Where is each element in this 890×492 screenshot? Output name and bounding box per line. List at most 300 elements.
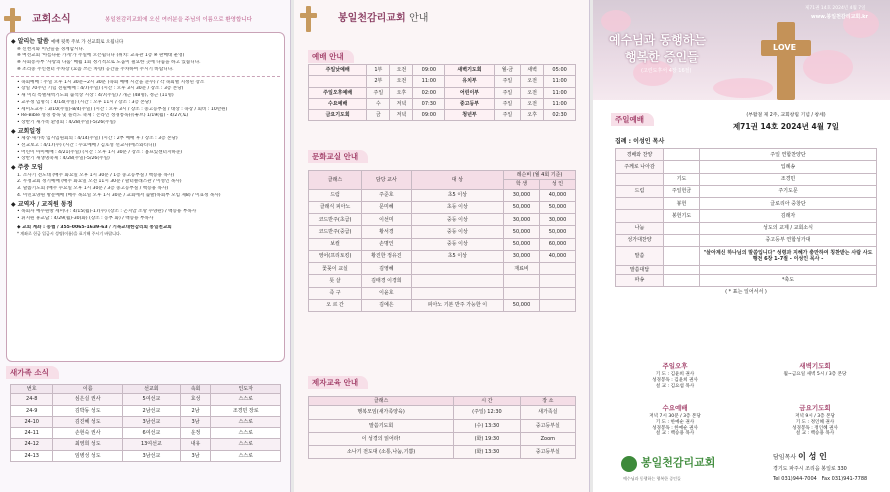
- pastor: 담임목사 이 성 인: [773, 452, 827, 461]
- order-part: 말씀: [616, 247, 664, 266]
- news-line: • 세미도교우 : 3/10(주일)-8/4(주일) (시간 : 오후 3시 / 장소 : 중고등부실 / 대상 : 속장 / 회비 : 10만원): [17, 106, 228, 112]
- disciple-col-header: 장 소: [520, 397, 575, 406]
- schedule-line: • 선교보고 : 4/17(수) (시간 : 수요예배 / 김호성 선교사(에스와티니)): [17, 142, 157, 148]
- contact: Tel 031)944-7004 Fax 031)941-7788: [773, 476, 868, 482]
- table-cell: 월-금: [494, 65, 520, 76]
- order-row: [616, 274, 877, 286]
- sub-service-line: 성경봉독 : 김윤희 권사: [652, 377, 698, 383]
- table-cell: 재료비: [504, 263, 540, 275]
- newfamily-title: 새가족 소식: [6, 366, 59, 379]
- account-line: ◆ 교회 계좌 : 농협 / 355-0065-1639-63 / 기독교대한감리회 봉일천교회: [17, 224, 172, 230]
- table-cell: 초5 이상: [411, 250, 503, 262]
- banner-sub: (고린도후서 4장 16절): [641, 68, 692, 74]
- table-cell: 주일: [494, 87, 520, 98]
- col-adult: 성 인: [540, 180, 576, 189]
- schedule-line: • 어린이 아이예배 : 4/21(주일) (시간 : 오후 1시 30분 / 장소 : 홈프있센터지하준): [17, 149, 183, 155]
- table-cell: 초5 이상: [411, 189, 503, 201]
- table-cell: 13여선교: [123, 439, 181, 450]
- table-cell: 피아노 기본 반주 가능한 이: [411, 299, 503, 311]
- table-row: [11, 450, 281, 461]
- order-content: *축도: [700, 274, 877, 286]
- schedule-list: [11, 136, 280, 162]
- newfamily-table-wrap: [10, 384, 281, 462]
- table-cell: 효성: [180, 394, 211, 405]
- newfamily-col-header: 이름: [53, 385, 123, 394]
- table-row: [11, 394, 281, 405]
- table-cell: 말씀기도회: [309, 419, 454, 432]
- table-cell: 24-12: [11, 439, 53, 450]
- news-title: 교회소식: [32, 14, 71, 25]
- table-cell: 손명인: [362, 238, 412, 250]
- news-line: • Re-Bible 성경 통독 및 플러드 축제 : 온라인 성경통독(유튜브) 1/19(월) - 4/27(토): [17, 113, 189, 119]
- table-cell: 김박동 성도: [53, 405, 123, 416]
- table-row: [309, 189, 576, 201]
- table-cell: 40,000: [540, 189, 576, 201]
- table-cell: 소나기 전도대 (소통,나눔,기쁨): [309, 446, 454, 459]
- order-table-wrap: [615, 148, 877, 295]
- section-heading: ◆ 교회일정: [11, 127, 41, 135]
- order-content: 조경민: [700, 173, 877, 185]
- order-row: [616, 222, 877, 234]
- order-table: [615, 148, 877, 287]
- order-row: [616, 185, 877, 197]
- table-cell: 저녁: [390, 110, 413, 121]
- order-content: [700, 265, 877, 274]
- table-cell: 3남: [180, 416, 211, 427]
- staff-line: • 목회자 예수원방 세미나 : 4/15(월)-17(수) (장소 : 곤지암 소망 수양관) / 백승용 부목사: [17, 209, 197, 215]
- table-cell: 30,000: [540, 214, 576, 226]
- news-line: • 장일 70주년 기념 전필예배 : 4/7(주일) (시간 : 오후 3시 30분 / 장소 : 3층 본당): [17, 86, 184, 92]
- disciple-col-header: 시 간: [454, 397, 520, 406]
- table-cell: 24-8: [11, 394, 53, 405]
- table-cell: [504, 287, 540, 299]
- table-cell: 초등 이상: [411, 201, 503, 213]
- cross-icon-bar: [300, 13, 317, 18]
- table-cell: 5여선교: [123, 394, 181, 405]
- table-cell: 뜻 살: [309, 275, 362, 287]
- wooden-cross-icon: [777, 22, 795, 100]
- col-class: 클래스: [309, 171, 362, 190]
- section-heading: ◆ 알리는 말씀 예배 뒷쪽 주보 가 선교회로 오됩니다: [11, 38, 124, 45]
- table-cell: 김진혜 성도: [53, 416, 123, 427]
- order-subpart: 봉헌: [664, 198, 700, 210]
- order-row: [616, 234, 877, 246]
- table-cell: 코드반주(초급): [309, 214, 362, 226]
- table-cell: (주일) 12:30: [454, 406, 520, 419]
- table-cell: 주일: [494, 110, 520, 121]
- table-cell: [411, 275, 503, 287]
- table-row: [309, 275, 576, 287]
- meeting-list: [11, 173, 280, 199]
- order-subpart: [664, 247, 700, 266]
- table-cell: 주준호: [362, 189, 412, 201]
- order-content: 주일 연합찬양단: [700, 149, 877, 161]
- worship-table: [308, 64, 576, 121]
- table-row: [309, 263, 576, 275]
- staff-list: [11, 209, 280, 221]
- greet-line: ※ 여선교회 '아름다운 가게'가 주일에 오픈됩니다 (위치: 교육관 1층 ※ 판매대 운영): [17, 53, 185, 59]
- table-cell: 3남: [180, 450, 211, 461]
- table-cell: 09:00: [413, 65, 445, 76]
- newfamily-col-header: 속회: [180, 385, 211, 394]
- schedule-line: • 상반기 새생명축제 : 4/28(주일)-5/26(주일): [17, 156, 110, 162]
- banner-issue: 제71권 14호 2024년 4월 7일: [805, 6, 866, 11]
- table-cell: 행복모임(새가족양육): [309, 406, 454, 419]
- news-subtitle: 봉일천감리교회에 오신 여러분을 주님의 이름으로 환영합니다: [105, 17, 252, 23]
- order-part: 주께로 나아감: [616, 161, 664, 173]
- table-row: [309, 299, 576, 311]
- sub-service-title: 새벽기도회: [799, 362, 831, 370]
- order-row: [616, 265, 877, 274]
- table-cell: 중등 이상: [411, 226, 503, 238]
- table-cell: 중고등부실: [520, 419, 575, 432]
- table-cell: 황서경: [362, 226, 412, 238]
- cover-banner: [593, 0, 890, 100]
- sub-service-line: 설 교 : 백승용 목사: [655, 431, 695, 437]
- news-list: [11, 80, 280, 126]
- sub-service-block: [611, 362, 739, 389]
- table-cell: 심은실 권사: [53, 394, 123, 405]
- news-panel: [0, 0, 291, 492]
- order-content: 입례송: [700, 161, 877, 173]
- table-cell: 02:30: [544, 110, 576, 121]
- cross-icon: [306, 6, 311, 32]
- table-cell: 오 르 간: [309, 299, 362, 311]
- table-cell: 조경민 장로: [211, 405, 281, 416]
- table-cell: 50,000: [504, 299, 540, 311]
- table-cell: 이윤호: [362, 287, 412, 299]
- table-cell: 중등 이상: [411, 214, 503, 226]
- worship-table-wrap: [308, 64, 576, 121]
- table-row: [11, 416, 281, 427]
- sub-service-line: 설 교 : 백승용 목사: [795, 431, 835, 437]
- church-tagline: 예수님과 동행하는 행복한 증인들: [623, 476, 681, 481]
- cross-love-text: LOVE: [773, 43, 797, 52]
- section-heading: ◆ 교역자 / 교직원 동정: [11, 200, 73, 208]
- table-cell: 주일: [494, 76, 520, 87]
- culture-title: 문화교실 안내: [308, 150, 368, 163]
- worship-title: 예배 안내: [308, 50, 354, 63]
- order-subpart: [664, 222, 700, 234]
- meeting-line: 3. 말씀기도회 (매주 수요일 오후 1시 30분 / 3층 중고등부실 / 백승용 목사): [17, 186, 169, 192]
- table-cell: 김태경 이경희: [362, 275, 412, 287]
- table-cell: 새벽기도회: [445, 65, 495, 76]
- news-line: • 새 이리 특별새벽기도회 출석상 시상 : 4/7(주일) / 개근 (48명), 정근 (11명): [17, 93, 174, 99]
- order-content: 김래자: [700, 210, 877, 222]
- table-cell: 30,000: [504, 189, 540, 201]
- table-cell: 최영희 성도: [53, 439, 123, 450]
- table-cell: 어린이부: [445, 87, 495, 98]
- order-note: ( * 표는 일어서서 ): [725, 289, 767, 295]
- table-cell: 내유: [180, 439, 211, 450]
- table-cell: 오전: [390, 76, 413, 87]
- table-cell: 중고등부: [445, 98, 495, 109]
- table-row: [309, 214, 576, 226]
- table-row: [309, 446, 576, 459]
- table-row: [309, 419, 576, 432]
- order-content: "살아계신 하나님의 말씀입니다" 성령과 지혜가 충만하여 칭찬받는 사람 사도행전 6장 1-7절 - 이성인 목사 -: [700, 247, 877, 266]
- order-subpart: 주일헌금: [664, 185, 700, 197]
- table-cell: 3남선교: [123, 416, 181, 427]
- meeting-line: 2. 두정교회 정기예배 (매주 화요일 오전 11시 30분 / 팔터클래스관 / 이성인 목사): [17, 179, 182, 185]
- table-cell: 김예은: [362, 299, 412, 311]
- table-cell: 3남선교: [123, 450, 181, 461]
- table-cell: 오후: [521, 110, 544, 121]
- table-row: [309, 98, 576, 109]
- table-cell: [309, 76, 367, 87]
- sub-service-block: [751, 404, 879, 437]
- table-cell: 중고등부실: [520, 446, 575, 459]
- sub-service-line: 성경봉독 : 한예순 권사: [652, 425, 698, 431]
- table-cell: 영어(프리토킹): [309, 250, 362, 262]
- newfamily-col-header: 인도자: [211, 385, 281, 394]
- table-cell: 11:00: [544, 76, 576, 87]
- order-subpart: [664, 234, 700, 246]
- table-cell: 드럼: [309, 189, 362, 201]
- table-cell: 스스로: [211, 416, 281, 427]
- address: 경기도 파주시 조리읍 봉일로 330: [773, 466, 847, 472]
- table-cell: [540, 299, 576, 311]
- sub-service-title: 수요예배: [662, 404, 688, 412]
- table-cell: 50,000: [504, 226, 540, 238]
- info-title: 봉일천감리교회 안내: [338, 13, 429, 24]
- disciple-table-wrap: [308, 396, 576, 459]
- newfamily-col-header: 번호: [11, 385, 53, 394]
- order-part: 나눔: [616, 222, 664, 234]
- table-cell: 주일: [367, 87, 390, 98]
- greet-line: ※ 신천지와 이단들을 경계합시다.: [17, 46, 85, 52]
- table-row: [309, 406, 576, 419]
- disciple-title: 제자교육 안내: [308, 376, 368, 389]
- table-cell: 오전: [390, 65, 413, 76]
- table-cell: 코드반주(중급): [309, 226, 362, 238]
- table-cell: (화) 19:30: [454, 432, 520, 445]
- sub-service-line: 월~금요일 새벽 5시 / 3층 본당: [783, 372, 847, 378]
- table-cell: [540, 287, 576, 299]
- table-cell: 09:00: [413, 110, 445, 121]
- table-cell: [411, 263, 503, 275]
- table-cell: 02:00: [413, 87, 445, 98]
- order-subpart: [664, 149, 700, 161]
- table-row: [309, 76, 576, 87]
- sub-service-line: 기 도 : 정인혜 권사: [795, 419, 835, 425]
- table-cell: 임병성 성도: [53, 450, 123, 461]
- table-cell: 황진한 정유진: [362, 250, 412, 262]
- table-cell: 11:00: [413, 76, 445, 87]
- table-cell: 50,000: [540, 201, 576, 213]
- order-row: [616, 149, 877, 161]
- news-line: • 속회예배 : 주일 오후 1시 30분~2시 30분 (속회 예배 시간을 준수) / 각 속회별 지정된 장소: [17, 79, 205, 85]
- section-heading: ◆ 주중 모임: [11, 164, 43, 172]
- table-cell: 스스로: [211, 439, 281, 450]
- table-row: [309, 432, 576, 445]
- table-cell: 50,000: [540, 226, 576, 238]
- greet-line: ※ 사회봉사부 '사랑의 나눔' 매월 1회 정기적으로 도움이 필요한 곳에 나눔을 하고 있습니다.: [17, 60, 201, 66]
- order-part: 말씀대답: [616, 265, 664, 274]
- table-cell: 2부: [367, 76, 390, 87]
- table-row: [309, 250, 576, 262]
- table-cell: 새벽: [521, 65, 544, 76]
- table-cell: 24-13: [11, 450, 53, 461]
- sub-service-line: 성경봉독 : 정인혜 권사: [792, 425, 838, 431]
- table-cell: 오전: [521, 76, 544, 87]
- church-name: 봉일천감리교회: [641, 456, 716, 469]
- table-row: [309, 238, 576, 250]
- table-cell: 주일: [494, 98, 520, 109]
- meeting-line: 4. 이민요양원 방문예배 (매주 목요일 오후 1시 30분 / 교회에서 출발(목회부 모임 제8) / 이표정 목사): [17, 192, 221, 198]
- disciple-col-header: 클래스: [309, 397, 454, 406]
- cross-icon-bar: [4, 16, 21, 21]
- table-cell: 오전: [521, 87, 544, 98]
- order-subpart: [664, 161, 700, 173]
- culture-table-wrap: [308, 170, 576, 312]
- order-content: 성도의 교제 / 교회소식: [700, 222, 877, 234]
- table-cell: 금요기도회: [309, 110, 367, 121]
- order-row: [616, 210, 877, 222]
- order-part: 드림: [616, 185, 664, 197]
- table-cell: 이 성경의 읽어라!: [309, 432, 454, 445]
- sub-service-title: 주일오후: [662, 362, 688, 370]
- table-cell: 주일오후예배: [309, 87, 367, 98]
- order-content: 중고등부 연합성가대: [700, 234, 877, 246]
- cover-panel: [593, 0, 890, 492]
- table-cell: 운정: [180, 428, 211, 439]
- table-cell: 금: [367, 110, 390, 121]
- table-cell: 스스로: [211, 450, 281, 461]
- table-cell: 꽃꽂이 교실: [309, 263, 362, 275]
- col-student: 학 생: [504, 180, 540, 189]
- table-cell: 40,000: [540, 250, 576, 262]
- table-cell: 50,000: [504, 238, 540, 250]
- banner-url: www.봉일천감리교회.kr: [811, 14, 868, 20]
- table-cell: 수요예배: [309, 98, 367, 109]
- table-cell: 김영혜: [362, 263, 412, 275]
- table-cell: 스스로: [211, 394, 281, 405]
- table-row: [309, 87, 576, 98]
- greet-list: [11, 47, 280, 73]
- sub-service-line: 기 도 : 한예순 권사: [655, 419, 695, 425]
- table-cell: 24-11: [11, 428, 53, 439]
- table-cell: 이선미: [362, 214, 412, 226]
- table-cell: 주일낮예배: [309, 65, 367, 76]
- table-cell: 보컬: [309, 238, 362, 250]
- order-subpart: [664, 274, 700, 286]
- table-row: [309, 110, 576, 121]
- table-cell: 스스로: [211, 428, 281, 439]
- banner-title-1: 예수님과 동행하는: [609, 33, 706, 47]
- table-cell: 24-10: [11, 416, 53, 427]
- sub-service-title: 금요기도회: [799, 404, 831, 412]
- order-subpart: 기도: [664, 173, 700, 185]
- table-cell: 손현숙 권사: [53, 428, 123, 439]
- table-cell: [504, 275, 540, 287]
- table-cell: 2남선교: [123, 405, 181, 416]
- sub-service-line: 기 도 : 김윤희 권사: [655, 372, 695, 378]
- table-row: [309, 287, 576, 299]
- sub-service-line: 저녁 9시 / 3층 본당: [795, 414, 835, 420]
- table-cell: (수) 13:30: [454, 419, 520, 432]
- service-issue: 제71권 14호 2024년 4월 7일: [732, 122, 840, 131]
- table-cell: 50,000: [504, 201, 540, 213]
- order-part: [616, 198, 664, 210]
- table-cell: 11:00: [544, 98, 576, 109]
- order-part: 성가대찬양: [616, 234, 664, 246]
- banner-title-2: 행복한 증인들: [625, 50, 699, 64]
- order-part: 경배와 찬양: [616, 149, 664, 161]
- culture-table: [308, 170, 576, 312]
- table-cell: 1부: [367, 65, 390, 76]
- order-subpart: [664, 265, 700, 274]
- order-row: [616, 173, 877, 185]
- order-content: 글로리아 중창단: [700, 198, 877, 210]
- info-panel: [294, 0, 590, 492]
- table-cell: 즉 구: [309, 287, 362, 299]
- table-cell: 문미혜: [362, 201, 412, 213]
- table-cell: 수: [367, 98, 390, 109]
- table-cell: (화) 13:30: [454, 446, 520, 459]
- order-row: [616, 198, 877, 210]
- table-cell: 2남: [180, 405, 211, 416]
- table-cell: 24-9: [11, 405, 53, 416]
- meeting-line: 1. 소사기 전도대 (매주 화요일 오후 1시 30분 / 1층 중고등부실 / 백승용 목사): [17, 172, 175, 178]
- news-box: [6, 32, 285, 362]
- table-cell: 30,000: [504, 250, 540, 262]
- service-title: 주일예배: [611, 113, 654, 126]
- table-cell: 클래식 피아노: [309, 201, 362, 213]
- staff-line: • 휘지원 휴교답 : 4/29(월)-30(화) (장소 : 동부 화) / 백승용 부목사: [17, 215, 154, 221]
- col-target: 대 상: [411, 171, 503, 190]
- table-cell: 오후: [390, 87, 413, 98]
- table-row: [309, 65, 576, 76]
- table-row: [11, 439, 281, 450]
- greet-line: ※ 조리중 주인센터 주차장 (요즘 쓰는 차량) 공간을 주차하여 주시기 바랍니다.: [17, 66, 174, 72]
- table-cell: 11:00: [544, 87, 576, 98]
- table-row: [309, 201, 576, 213]
- disciple-table: [308, 396, 576, 459]
- table-cell: [540, 263, 576, 275]
- table-cell: 청년부: [445, 110, 495, 121]
- table-row: [309, 226, 576, 238]
- church-logo-icon: [621, 456, 637, 472]
- service-leader: 집례 : 이성인 목사: [615, 138, 665, 145]
- table-cell: 30,000: [504, 214, 540, 226]
- news-line: • 교우정 임명식 : 4/14(주일) (시간 : 오후 11시 / 장소 : 3층 본당): [17, 99, 152, 105]
- sub-service-block: [751, 362, 879, 378]
- table-cell: [411, 287, 503, 299]
- news-line: • 상반기 새가족 환영회 : 4/28(주일)-5/26(주일): [17, 119, 116, 125]
- order-row: [616, 247, 877, 266]
- table-cell: [540, 275, 576, 287]
- sub-services: [611, 362, 879, 452]
- newfamily-col-header: 선교회: [123, 385, 181, 394]
- table-cell: 60,000: [540, 238, 576, 250]
- sub-service-block: [611, 404, 739, 437]
- order-row: [616, 161, 877, 173]
- table-row: [11, 405, 281, 416]
- schedule-line: • 제장·새가족 임시임원회의 : 4/14(주일) (시간 : 2부 예배 후 / 장소 : 3층 본당): [17, 136, 178, 142]
- order-part: [616, 210, 664, 222]
- order-part: [616, 173, 664, 185]
- table-cell: 오전: [521, 98, 544, 109]
- service-note: (부활절 제 2주, 교회창립 기념 / 창세): [746, 113, 826, 118]
- table-cell: Zoom: [520, 432, 575, 445]
- sub-service-line: 설 교 : 김요섭 목사: [655, 383, 695, 389]
- table-cell: 6여선교: [123, 428, 181, 439]
- account-note: * 계좌로 헌금 입금시 성명(이름)을 표기해 주시기 바랍니다.: [17, 231, 122, 237]
- table-cell: 유치부: [445, 76, 495, 87]
- table-row: [11, 428, 281, 439]
- table-cell: 07:30: [413, 98, 445, 109]
